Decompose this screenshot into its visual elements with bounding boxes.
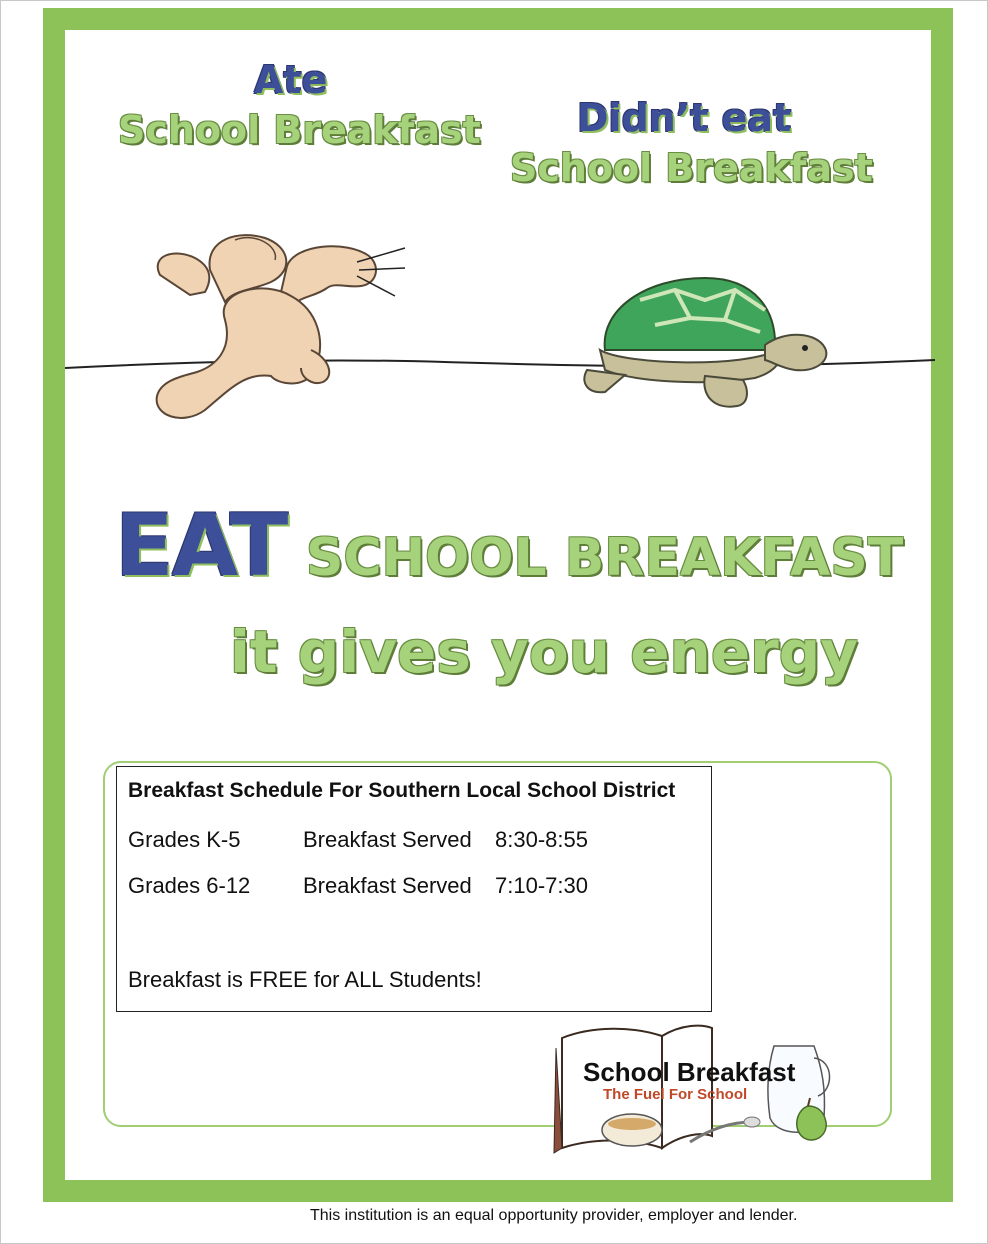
schedule-note: Breakfast is FREE for ALL Students! bbox=[128, 967, 482, 992]
headline-tagline: it gives you energy bbox=[230, 618, 859, 686]
schedule-time: 7:10-7:30 bbox=[495, 873, 588, 898]
turtle-icon bbox=[584, 278, 826, 407]
headline-school-breakfast: SCHOOL BREAKFAST bbox=[306, 528, 904, 588]
didnt-eat-school-breakfast: School Breakfast bbox=[510, 146, 873, 190]
ate-label: Ate bbox=[254, 58, 328, 102]
schedule-grades: Grades 6-12 bbox=[128, 873, 251, 898]
rabbit-icon bbox=[157, 235, 405, 418]
logo-subtitle: The Fuel For School bbox=[603, 1086, 748, 1103]
ate-school-breakfast: School Breakfast bbox=[118, 108, 481, 152]
footer-disclaimer: This institution is an equal opportunity provider, employer and lender. bbox=[310, 1207, 798, 1224]
rabbit-turtle-illustration bbox=[65, 200, 935, 430]
logo-title: School Breakfast bbox=[583, 1057, 796, 1087]
schedule-label: Breakfast Served bbox=[303, 827, 472, 852]
headline-eat: EAT bbox=[115, 496, 287, 596]
didnt-eat-label: Didn’t eat bbox=[577, 96, 792, 140]
schedule-grades: Grades K-5 bbox=[128, 827, 241, 852]
schedule-box bbox=[116, 766, 712, 1012]
schedule-title: Breakfast Schedule For Southern Local School District bbox=[128, 779, 676, 802]
schedule-time: 8:30-8:55 bbox=[495, 827, 588, 852]
schedule-label: Breakfast Served bbox=[303, 873, 472, 898]
